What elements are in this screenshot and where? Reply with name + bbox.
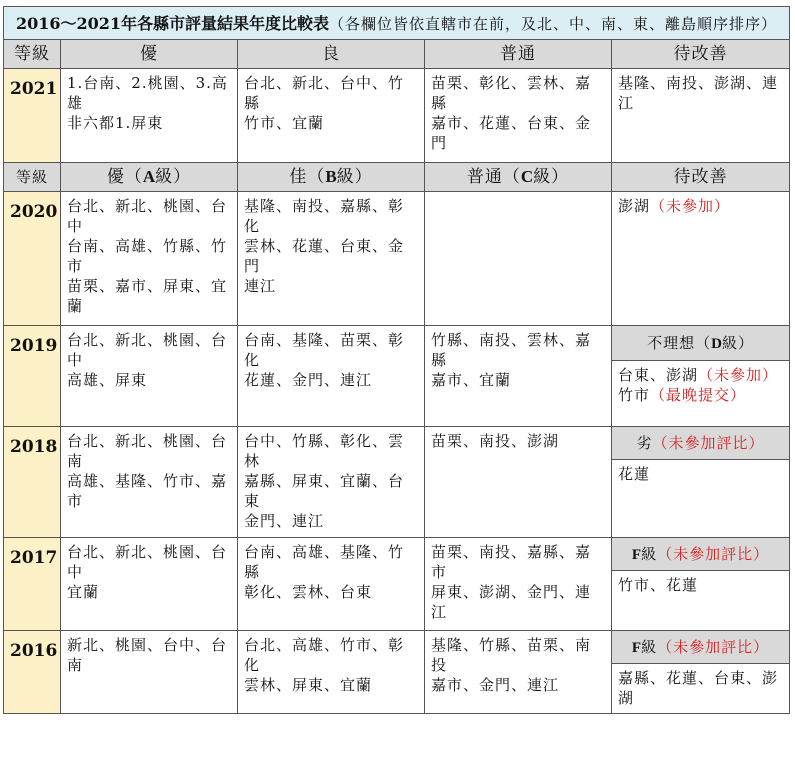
grade-f-header [612, 631, 790, 664]
cell-grade-d [612, 361, 790, 427]
cell-text: 澎湖 [618, 197, 651, 215]
cell-line: 基隆、竹縣、苗栗、南投 [431, 636, 592, 674]
cell-line: 彰化、雲林、台東 [244, 583, 373, 601]
cell-grade-a [61, 631, 238, 714]
year-cell: 2021 [4, 69, 61, 163]
cell-line: 屏東、澎湖、金門、連江 [431, 583, 592, 621]
cell-line: 台南、高雄、竹縣、竹市 [67, 237, 228, 275]
cell-line: 苗栗、南投、嘉縣、嘉市 [431, 543, 592, 581]
status-note: （未參加） [698, 366, 779, 384]
grade-letter: D [711, 335, 722, 352]
grade-letter: B [325, 167, 337, 186]
table-row-2018 [4, 427, 790, 460]
header-text: 佳（ [289, 167, 326, 187]
cell-line: 雲林、屏東、宜蘭 [244, 676, 373, 694]
header-text: 普通（ [466, 167, 521, 187]
cell-line [618, 385, 783, 405]
title-row [4, 7, 790, 40]
cell-line: 台北、新北、桃園、台南 [67, 432, 228, 470]
cell-text: 花蓮 [618, 465, 651, 483]
cell-text: 嘉縣、花蓮、台東、澎湖 [618, 669, 779, 707]
header-text: 劣 [636, 434, 653, 452]
year-cell: 2016 [4, 631, 61, 714]
cell-line: 台北、新北、台中、竹縣 [244, 74, 405, 112]
cell-text: 竹市 [618, 386, 651, 404]
cell-line: 嘉市、金門、連江 [431, 676, 560, 694]
cell-good [238, 69, 425, 163]
cell-grade-b [238, 538, 425, 631]
table-row-2019 [4, 326, 790, 361]
table-row-2021 [4, 69, 790, 163]
year-cell: 2018 [4, 427, 61, 538]
header-text: 級 [641, 544, 658, 563]
status-note: （未參加） [650, 197, 731, 215]
cell-grade-b [238, 631, 425, 714]
header-text: 級） [533, 167, 570, 187]
header-excellent: 優 [61, 40, 238, 69]
status-note: （最晚提交） [650, 386, 747, 404]
cell-line: 高雄、屏東 [67, 371, 148, 389]
cell-line: 宜蘭 [67, 583, 100, 601]
cell-grade-b [238, 427, 425, 538]
header-good: 良 [238, 40, 425, 69]
cell-grade-a [61, 538, 238, 631]
cell-grade-f [612, 664, 790, 714]
cell-grade-f [612, 571, 790, 631]
cell-line: 台北、新北、桃園、台中 [67, 197, 228, 235]
table-title [4, 7, 790, 40]
cell-line: 基隆、南投、澎湖、連江 [618, 74, 779, 112]
year-cell: 2019 [4, 326, 61, 427]
header-grade-b [238, 163, 425, 192]
cell-line: 金門、連江 [244, 512, 325, 530]
header-text: 不理想（ [647, 333, 712, 352]
header-row-grades [4, 163, 790, 192]
title-main: 2016～2021年各縣市評量結果年度比較表 [15, 14, 330, 33]
header-needs-improvement: 待改善 [612, 163, 790, 192]
header-grade-c [425, 163, 612, 192]
cell-grade-a [61, 326, 238, 427]
cell-line: 1.台南、2.桃園、3.高雄 [67, 74, 228, 112]
cell-excellent [61, 69, 238, 163]
header-average: 普通 [425, 40, 612, 69]
cell-line: 高雄、基隆、竹市、嘉市 [67, 472, 228, 510]
cell-line: 台南、高雄、基隆、竹縣 [244, 543, 405, 581]
cell-grade-c [425, 326, 612, 427]
grade-d-header [612, 326, 790, 361]
cell-text: 竹市、花蓮 [618, 576, 699, 594]
year-cell: 2020 [4, 192, 61, 326]
grade-f-header [612, 538, 790, 571]
grade-letter: A [142, 167, 156, 186]
grade-header-label: 等級 [4, 40, 61, 69]
cell-line: 嘉縣、屏東、宜蘭、台東 [244, 472, 405, 510]
cell-line: 苗栗、嘉市、屏東、宜蘭 [67, 277, 228, 315]
header-text: 級） [721, 333, 754, 352]
table-row-2020 [4, 192, 790, 326]
header-text: 級） [336, 167, 373, 187]
cell-grade-c [425, 427, 612, 538]
grade-header-label: 等級 [4, 163, 61, 192]
cell-line: 非六都1.屏東 [67, 114, 164, 132]
cell-line: 台北、高雄、竹市、彰化 [244, 636, 405, 674]
header-text: 級） [155, 167, 192, 187]
status-note: （未參加評比） [652, 434, 765, 452]
cell-line: 台南、基隆、苗栗、彰化 [244, 331, 405, 369]
header-grade-a [61, 163, 238, 192]
title-note: （各欄位皆依直轄市在前，及北、中、南、東、離島順序排序） [329, 15, 778, 33]
cell-grade-b [238, 326, 425, 427]
evaluation-comparison-table [3, 6, 790, 714]
header-row-2021 [4, 40, 790, 69]
cell-line: 苗栗、南投、澎湖 [431, 432, 560, 450]
cell-text: 台東、澎湖 [618, 366, 699, 384]
grade-letter: F [631, 546, 642, 563]
cell-line [618, 365, 783, 385]
cell-average [425, 69, 612, 163]
cell-needs-improvement [612, 69, 790, 163]
cell-line: 台北、新北、桃園、台中 [67, 331, 228, 369]
cell-line: 竹縣、南投、雲林、嘉縣 [431, 331, 592, 369]
status-note: （未參加評比） [657, 637, 770, 656]
table-row-2017 [4, 538, 790, 571]
cell-grade-c [425, 538, 612, 631]
cell-line: 基隆、南投、嘉縣、彰化 [244, 197, 405, 235]
cell-grade-a [61, 192, 238, 326]
cell-line: 竹市、宜蘭 [244, 114, 325, 132]
status-note: （未參加評比） [657, 544, 770, 563]
grade-letter: C [520, 167, 534, 186]
cell-needs-improvement [612, 192, 790, 326]
cell-grade-a [61, 427, 238, 538]
cell-line: 雲林、花蓮、台東、金門 [244, 237, 405, 275]
cell-line: 嘉市、花蓮、台東、金門 [431, 114, 592, 152]
cell-grade-c [425, 631, 612, 714]
year-cell: 2017 [4, 538, 61, 631]
header-text: 級 [641, 637, 658, 656]
cell-line: 花蓮、金門、連江 [244, 371, 373, 389]
cell-line: 台中、竹縣、彰化、雲林 [244, 432, 405, 470]
cell-grade-poor [612, 460, 790, 538]
grade-letter: F [631, 639, 642, 656]
header-text: 優（ [106, 167, 143, 187]
cell-line: 連江 [244, 277, 277, 295]
grade-poor-header [612, 427, 790, 460]
cell-line: 苗栗、彰化、雲林、嘉縣 [431, 74, 592, 112]
cell-line: 新北、桃園、台中、台南 [67, 636, 228, 674]
cell-grade-b [238, 192, 425, 326]
header-needs-improvement: 待改善 [612, 40, 790, 69]
cell-line: 嘉市、宜蘭 [431, 371, 512, 389]
cell-line: 台北、新北、桃園、台中 [67, 543, 228, 581]
cell-grade-c [425, 192, 612, 326]
table-row-2016 [4, 631, 790, 664]
